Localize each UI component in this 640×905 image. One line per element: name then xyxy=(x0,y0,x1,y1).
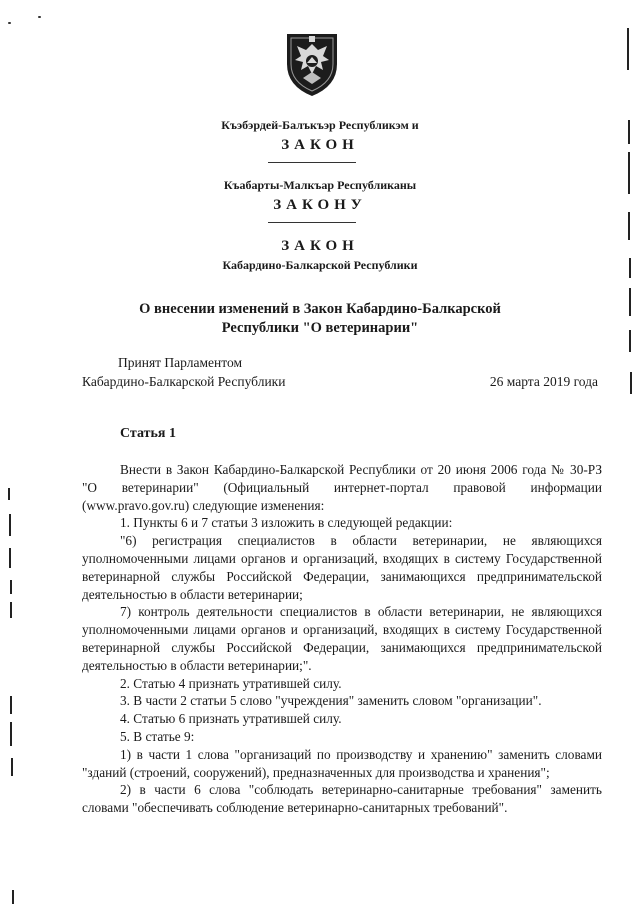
article-paragraph: 4. Статью 6 признать утратившей силу. xyxy=(120,711,342,727)
scan-mark xyxy=(9,514,11,536)
header-kabardian-republic: Къэбэрдей-Балъкъэр Республикэм и xyxy=(221,118,419,132)
article-paragraph: 7) контроль деятельности специалистов в области ветеринарии, не являющихся уполномоченными лицами органов и организаций, входящих в систему Государственной ветеринарной службы Российской Федерации, занимающихся предпринимательской деятельностью в области ветеринарии;". xyxy=(82,604,602,673)
article-paragraph: Внести в Закон Кабардино-Балкарской Республики от 20 июня 2006 года № 30-РЗ "О ветеринарии" (Официальный интернет-портал правовой информации (www.pravo.gov.ru) следующие изменения: xyxy=(82,462,602,513)
header-law-russian: ЗАКОН xyxy=(281,238,359,254)
header-divider xyxy=(268,222,356,223)
article-paragraph: 1) в части 1 слова "организаций по производству и хранению" заменить словами "зданий (строений, сооружений), предназначенных для производства и хранения"; xyxy=(82,746,602,780)
article-body xyxy=(82,461,602,817)
scan-mark xyxy=(8,488,10,500)
accepted-by-line: Принят Парламентом xyxy=(118,355,242,370)
header-divider xyxy=(268,162,356,163)
adoption-date: 26 марта 2019 года xyxy=(489,374,598,389)
scan-mark xyxy=(10,722,12,746)
coat-of-arms-icon xyxy=(283,28,341,98)
article-paragraph: "6) регистрация специалистов в области ветеринарии, не являющихся уполномоченными лицами органов и организаций, входящих в систему Государственной ветеринарной службы Российской Федерации, занимающихся предпринимательской деятельностью в области ветеринарии; xyxy=(82,533,602,602)
article-heading: Статья 1 xyxy=(120,426,176,441)
scan-mark xyxy=(628,212,630,240)
scan-mark xyxy=(11,758,13,776)
scan-mark xyxy=(627,28,629,70)
article-paragraph: 1. Пункты 6 и 7 статьи 3 изложить в следующей редакции: xyxy=(120,515,453,531)
header-law-kabardian: ЗАКОН xyxy=(281,137,359,153)
scan-mark xyxy=(12,890,14,904)
title-line: Республики "О ветеринарии" xyxy=(221,320,419,336)
scan-mark xyxy=(9,548,11,568)
scan-mark xyxy=(10,696,12,714)
header-russian-republic: Кабардино-Балкарской Республики xyxy=(222,258,418,272)
scan-mark xyxy=(10,602,12,618)
scan-speck xyxy=(8,22,11,24)
accepted-by-republic: Кабардино-Балкарской Республики xyxy=(82,374,286,389)
article-paragraph: 2) в части 6 слова "соблюдать ветеринарно-санитарные требования" заменить словами "обеспечивать соблюдение ветеринарно-санитарных требований". xyxy=(82,782,602,816)
article-paragraph: 5. В статье 9: xyxy=(120,728,195,744)
scan-speck xyxy=(38,16,41,18)
title-line: О внесении изменений в Закон Кабардино-Балкарской xyxy=(139,301,501,317)
header-balkar-republic: Къабарты-Малкъар Республиканы xyxy=(223,178,417,192)
article-paragraph: 3. В части 2 статьи 5 слово "учреждения" заменить словом "организации". xyxy=(120,693,542,709)
scan-mark xyxy=(630,372,632,394)
scan-mark xyxy=(10,580,12,594)
document-title xyxy=(0,300,640,338)
header-law-balkar: ЗАКОНУ xyxy=(273,197,367,213)
article-paragraph: 2. Статью 4 признать утратившей силу. xyxy=(120,675,342,691)
